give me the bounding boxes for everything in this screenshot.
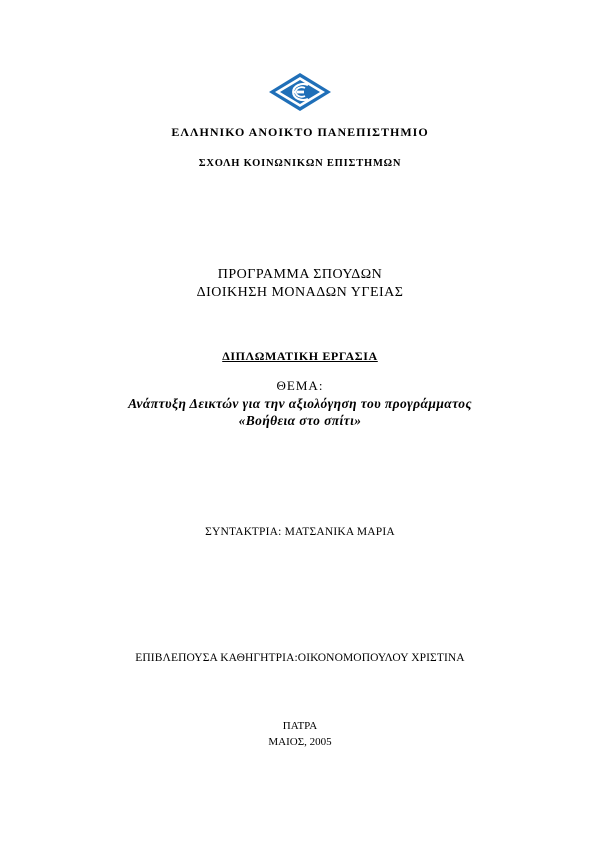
university-name: ΕΛΛΗΝΙΚΟ ΑΝΟΙΚΤΟ ΠΑΝΕΠΙΣΤΗΜΙΟ [171, 125, 429, 139]
date: ΜΑΙΟΣ, 2005 [268, 736, 332, 748]
school-name: ΣΧΟΛΗ ΚΟΙΝΩΝΙΚΩΝ ΕΠΙΣΤΗΜΩΝ [198, 158, 402, 169]
program-label: ΠΡΟΓΡΑΜΜΑ ΣΠΟΥΔΩΝ [217, 267, 383, 282]
study-program [0, 266, 600, 302]
subject-label: ΘΕΜΑ: [276, 378, 324, 393]
thesis-title-line-1: Ανάπτυξη Δεικτών για την αξιολόγηση του προγράμματος [128, 396, 472, 411]
author-line: ΣΥΝΤΑΚΤΡΙΑ: ΜΑΤΣΑΝΙΚΑ ΜΑΡΙΑ [205, 526, 395, 538]
supervisor-line: ΕΠΙΒΛΕΠΟΥΣΑ ΚΑΘΗΓΗΤΡΙΑ:ΟΙΚΟΝΟΜΟΠΟΥΛΟΥ ΧΡΙΣΤΙΝΑ [135, 652, 465, 664]
thesis-type: ΔΙΠΛΩΜΑΤΙΚΗ ΕΡΓΑΣΙΑ [222, 349, 378, 363]
place-date [0, 718, 600, 750]
program-name: ΔΙΟΙΚΗΣΗ ΜΟΝΑΔΩΝ ΥΓΕΙΑΣ [196, 285, 404, 300]
university-emblem-icon [268, 72, 332, 112]
city: ΠΑΤΡΑ [282, 720, 318, 732]
thesis-title-line-2: «Βοήθεια στο σπίτι» [238, 413, 362, 428]
thesis-title [0, 395, 600, 429]
